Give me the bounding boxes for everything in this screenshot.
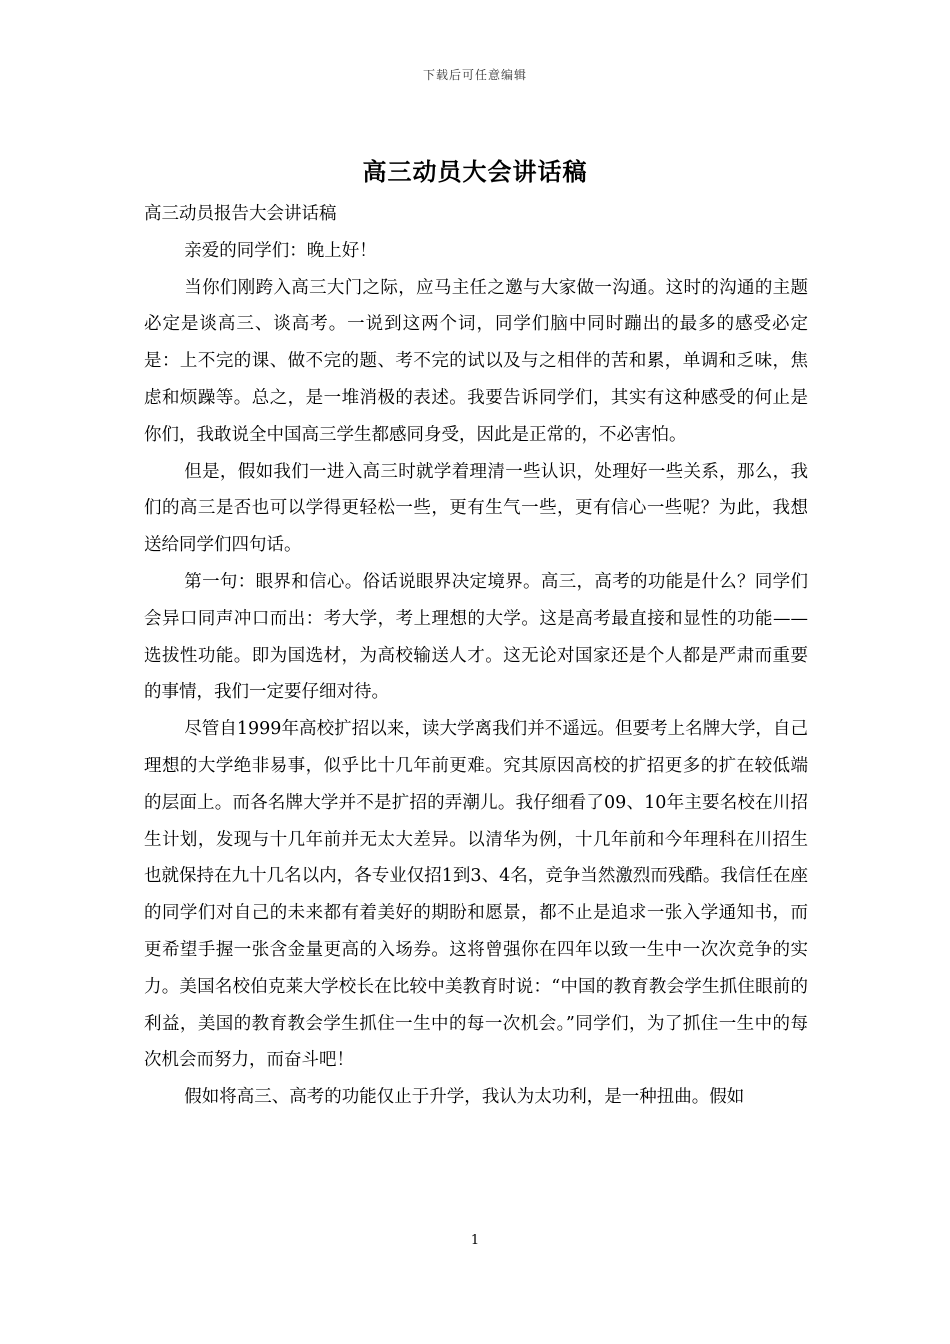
page-number: 1 [470,1233,480,1248]
paragraph: 尽管自1999年高校扩招以来，读大学离我们并不遥远。但要考上名牌大学，自己理想的大学绝非易事，似乎比十几年前更难。究其原因高校的扩招更多的扩在较低端的层面上。而各名牌大学并不是扩招的弄潮儿。我仔细看了09、10年主要名校在川招生计划，发现与十几年前并无太大差异。以清华为例，十几年前和今年理科在川招生也就保持在九十几名以内，各专业仅招1到3、4名，竞争当然激烈而残酷。我信任在座的同学们对自己的未来都有着美好的期盼和愿景，都不止是追求一张入学通知书，而更希望手握一张含金量更高的入场券。这将曾强你在四年以致一生中一次次竞争的实力。美国名校伯克莱大学校长在比较中美教育时说：“中国的教育教会学生抓住眼前的利益，美国的教育教会学生抓住一生中的每一次机会。”同学们，为了抓住一生中的每次机会而努力，而奋斗吧！ [144,719,808,1071]
paragraph: 假如将高三、高考的功能仅止于升学，我认为太功利，是一种扭曲。假如 [184,1087,745,1108]
paragraph: 当你们刚跨入高三大门之际，应马主任之邀与大家做一沟通。这时的沟通的主题必定是谈高三、谈高考。一说到这两个词，同学们脑中同时蹦出的最多的感受必定是：上不完的课、做不完的题、考不完的试以及与之相伴的苦和累，单调和乏味，焦虑和烦躁等。总之，是一堆消极的表述。我要告诉同学们，其实有这种感受的何止是你们，我敢说全中国高三学生都感同身受，因此是正常的，不必害怕。 [144,277,808,445]
document-subtitle: 高三动员报告大会讲话稿 [144,204,337,224]
document-title: 高三动员大会讲话稿 [362,157,588,186]
paragraph-greeting: 亲爱的同学们：晚上好！ [184,240,377,261]
paragraph: 第一句：眼界和信心。俗话说眼界决定境界。高三，高考的功能是什么？同学们会异口同声冲口而出：考大学，考上理想的大学。这是高考最直接和显性的功能——选拔性功能。即为国选材，为高校输送人才。这无论对国家还是个人都是严肃而重要的事情，我们一定要仔细对待。 [144,571,808,703]
document-body [144,196,808,1116]
paragraph: 但是，假如我们一进入高三时就学着理清一些认识，处理好一些关系，那么，我们的高三是否也可以学得更轻松一些，更有生气一些，更有信心一些呢？为此，我想送给同学们四句话。 [144,461,808,556]
header-note: 下载后可任意编辑 [422,68,527,82]
